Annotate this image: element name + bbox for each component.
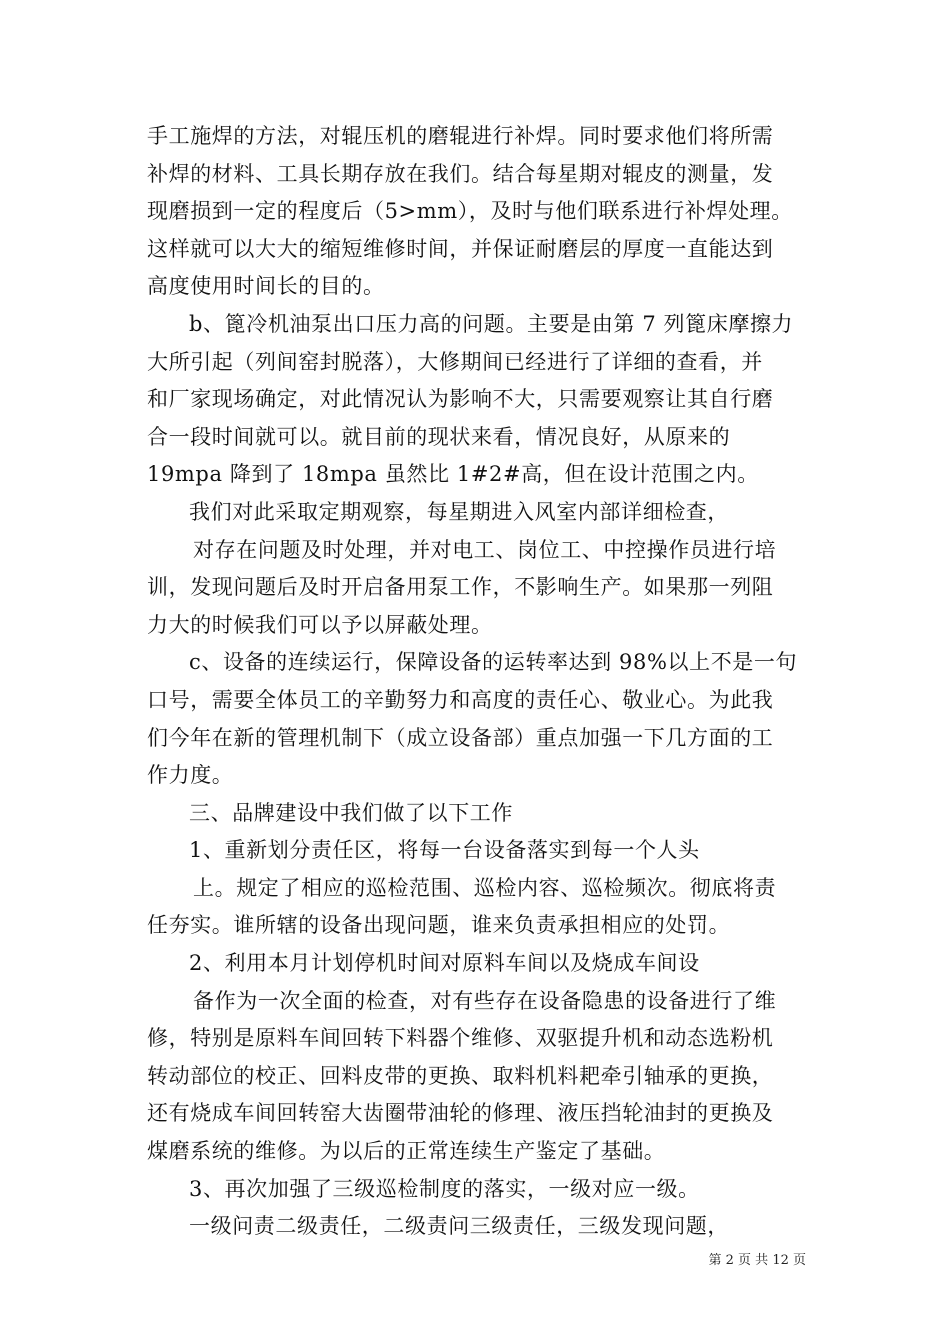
text-line: 上。规定了相应的巡检范围、巡检内容、巡检频次。彻底将责	[193, 875, 777, 900]
text-line: 力大的时候我们可以予以屏蔽处理。	[147, 612, 493, 637]
paragraph-c-start: c、设备的连续运行，保障设备的运转率达到 98%以上不是一句	[189, 650, 798, 675]
text-line: 这样就可以大大的缩短维修时间，并保证耐磨层的厚度一直能达到	[147, 236, 774, 261]
text-line: 我们对此采取定期观察，每星期进入风室内部详细检查，	[189, 499, 729, 524]
text-line: 作力度。	[147, 763, 234, 788]
text-line: 还有烧成车间回转窑大齿圈带油轮的修理、液压挡轮油封的更换及	[147, 1101, 774, 1126]
text-line: 修，特别是原料车间回转下料器个维修、双驱提升机和动态选粉机	[147, 1026, 774, 1051]
text-line: 和厂家现场确定，对此情况认为影响不大，只需要观察让其自行磨	[147, 387, 774, 412]
text-line: 手工施焊的方法，对辊压机的磨辊进行补焊。同时要求他们将所需	[147, 124, 774, 148]
item-1-start: 1、重新划分责任区，将每一台设备落实到每一个人头	[189, 838, 700, 863]
text-line: 们今年在新的管理机制下（成立设备部）重点加强一下几方面的工	[147, 725, 774, 750]
text-line: 19mpa 降到了 18mpa 虽然比 1#2#高，但在设计范围之内。	[147, 462, 759, 487]
text-line: 煤磨系统的维修。为以后的正常连续生产鉴定了基础。	[147, 1139, 666, 1164]
text-line: 备作为一次全面的检查，对有些存在设备隐患的设备进行了维	[193, 988, 777, 1013]
text-line: 高度使用时间长的目的。	[147, 274, 385, 299]
text-line: 转动部位的校正、回料皮带的更换、取料机料耙牵引轴承的更换，	[147, 1063, 774, 1088]
paragraph-b-start: b、篦冷机油泵出口压力高的问题。主要是由第 7 列篦床摩擦力	[189, 311, 794, 336]
item-3-start: 3、再次加强了三级巡检制度的落实，一级对应一级。	[189, 1176, 700, 1201]
text-line: 合一段时间就可以。就目前的现状来看，情况良好，从原来的	[147, 424, 731, 449]
text-line: 补焊的材料、工具长期存放在我们。结合每星期对辊皮的测量，发	[147, 161, 774, 186]
item-2-start: 2、利用本月计划停机时间对原料车间以及烧成车间设	[189, 951, 700, 976]
body-text	[147, 118, 815, 1246]
text-line: 任夯实。谁所辖的设备出现问题，谁来负责承担相应的处罚。	[147, 913, 731, 938]
text-line: 训，发现问题后及时开启备用泵工作，不影响生产。如果那一列阻	[147, 575, 774, 600]
text-line: 现磨损到一定的程度后（5>mm），及时与他们联系进行补焊处理。	[147, 199, 793, 224]
text-line: 大所引起（列间窑封脱落），大修期间已经进行了详细的查看，并	[147, 349, 763, 374]
text-line: 对存在问题及时处理，并对电工、岗位工、中控操作员进行培	[193, 537, 777, 562]
section-heading: 三、品牌建设中我们做了以下工作	[189, 800, 513, 825]
page-number-footer: 第 2 页 共 12 页	[708, 1253, 806, 1268]
text-line: 口号，需要全体员工的辛勤努力和高度的责任心、敬业心。为此我	[147, 687, 774, 712]
text-line: 一级问责二级责任，二级责问三级责任，三级发现问题，	[189, 1214, 729, 1239]
